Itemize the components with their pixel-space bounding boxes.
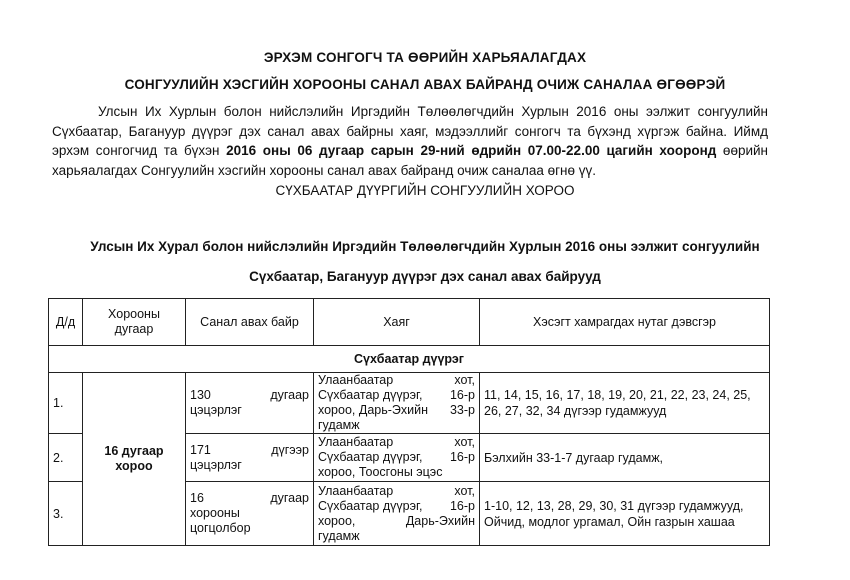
notice-title-line1: ЭРХЭМ СОНГОГЧ ТА ӨӨРИЙН ХАРЬЯАЛАГДАХ [263, 50, 587, 65]
header-address: Хаяг [314, 299, 480, 346]
address-line-end: 33-р [449, 403, 475, 417]
intro-text-part1: Улсын Их Хурлын болон нийслэлийн Иргэдийн Төлөөлөгчдийн Хурлын 2016 оны ээлжит сонгуулийн Сүхбаатар, Багануур дүүрэг дэх санал авах байрны хаяг, мэдээллийг сонгогч та бүхэнд хүргэж байна. Иймд эрхэм сонгогчид та бүхэн [52, 104, 768, 158]
table-title-line1: Улсын Их Хурал болон нийслэлийн Иргэдийн Төлөөлөгчдийн Хурлын 2016 оны ээлжит сонгуулийн [90, 239, 760, 254]
place-ordinal: дүгээр [271, 442, 309, 457]
intro-date-time: 2016 оны 06 дугаар сарын 29-ний өдрийн 07.00-22.00 цагийн хооронд [226, 143, 717, 158]
header-place: Санал авах байр [186, 299, 314, 346]
place-number: 130 [190, 388, 211, 402]
place-ordinal: дугаар [270, 388, 309, 402]
address-line-end: 16-р [449, 388, 475, 402]
address-line-end: Дарь-Эхийн [405, 513, 475, 528]
address-line-end: хот, [454, 483, 475, 498]
place-number: 16 [190, 491, 204, 505]
address-line: Улаанбаатар [318, 435, 394, 449]
coverage-area: 1-10, 12, 13, 28, 29, 30, 31 дүгээр гудамжууд, Ойчид, модлог ургамал, Ойн газрын хашаа [480, 482, 770, 546]
address-line: Улаанбаатар [318, 483, 394, 498]
polling-place [186, 373, 314, 434]
place-ordinal: дугаар [270, 491, 309, 505]
address-line: хороо, Тоосгоны эцэс [318, 465, 443, 479]
address-line-end: 16-р [449, 450, 475, 464]
place-type-line2: цогцолбор [190, 521, 251, 535]
intro-paragraph [52, 102, 768, 180]
header-khoroo: Хорооны дугаар [83, 299, 186, 346]
address-line-end: 16-р [449, 498, 475, 513]
address-line: хороо, Дарь-Эхийн [318, 403, 429, 417]
address-line-end: хот, [454, 435, 475, 449]
address-line: Улаанбаатар [318, 373, 394, 387]
place-number: 171 [190, 442, 211, 457]
address-line: Сүхбаатар дүүрэг, [318, 388, 423, 402]
address-line: Сүхбаатар дүүрэг, [318, 498, 423, 513]
table-header-row [49, 299, 770, 346]
row-number: 3. [49, 482, 83, 546]
address-line: хороо, [318, 513, 356, 528]
intro-text-part2: өөрийн харьяалагдах Сонгуулийн хэсгийн хорооны санал авах байранд очиж саналаа өгнө үү. [52, 143, 768, 178]
address [314, 373, 480, 434]
row-number: 2. [49, 434, 83, 482]
place-type: хорооны [190, 506, 240, 520]
address-line: гудамж [318, 528, 360, 543]
address [314, 482, 480, 546]
place-type: цэцэрлэг [190, 403, 242, 417]
coverage-area: 11, 14, 15, 16, 17, 18, 19, 20, 21, 22, 23, 24, 25, 26, 27, 32, 34 дүгээр гудамжууд [480, 373, 770, 434]
table-title-line2: Сүхбаатар, Багануур дүүрэг дэх санал авах байрууд [249, 269, 601, 284]
district-row [49, 346, 770, 373]
row-number: 1. [49, 373, 83, 434]
table-row [49, 373, 770, 434]
address-line-end: хот, [454, 373, 475, 387]
address-line: гудамж [318, 418, 360, 432]
polling-place [186, 482, 314, 546]
polling-stations-table [48, 298, 770, 546]
notice-title-line2: СОНГУУЛИЙН ХЭСГИЙН ХОРООНЫ САНАЛ АВАХ БАЙРАНД ОЧИЖ САНАЛАА ӨГӨӨРЭЙ [124, 77, 726, 92]
coverage-area: Бэлхийн 33-1-7 дугаар гудамж, [480, 434, 770, 482]
address-line: Сүхбаатар дүүрэг, [318, 450, 423, 464]
address [314, 434, 480, 482]
khoroo-number: 16 дугаар хороо [83, 373, 186, 546]
header-no: Д/д [49, 299, 83, 346]
polling-place [186, 434, 314, 482]
committee-title: СҮХБААТАР ДҮҮРГИЙН СОНГУУЛИЙН ХОРОО [275, 183, 575, 198]
district-name: Сүхбаатар дүүрэг [49, 346, 770, 373]
place-type: цэцэрлэг [190, 457, 242, 472]
header-area: Хэсэгт хамрагдах нутаг дэвсгэр [480, 299, 770, 346]
